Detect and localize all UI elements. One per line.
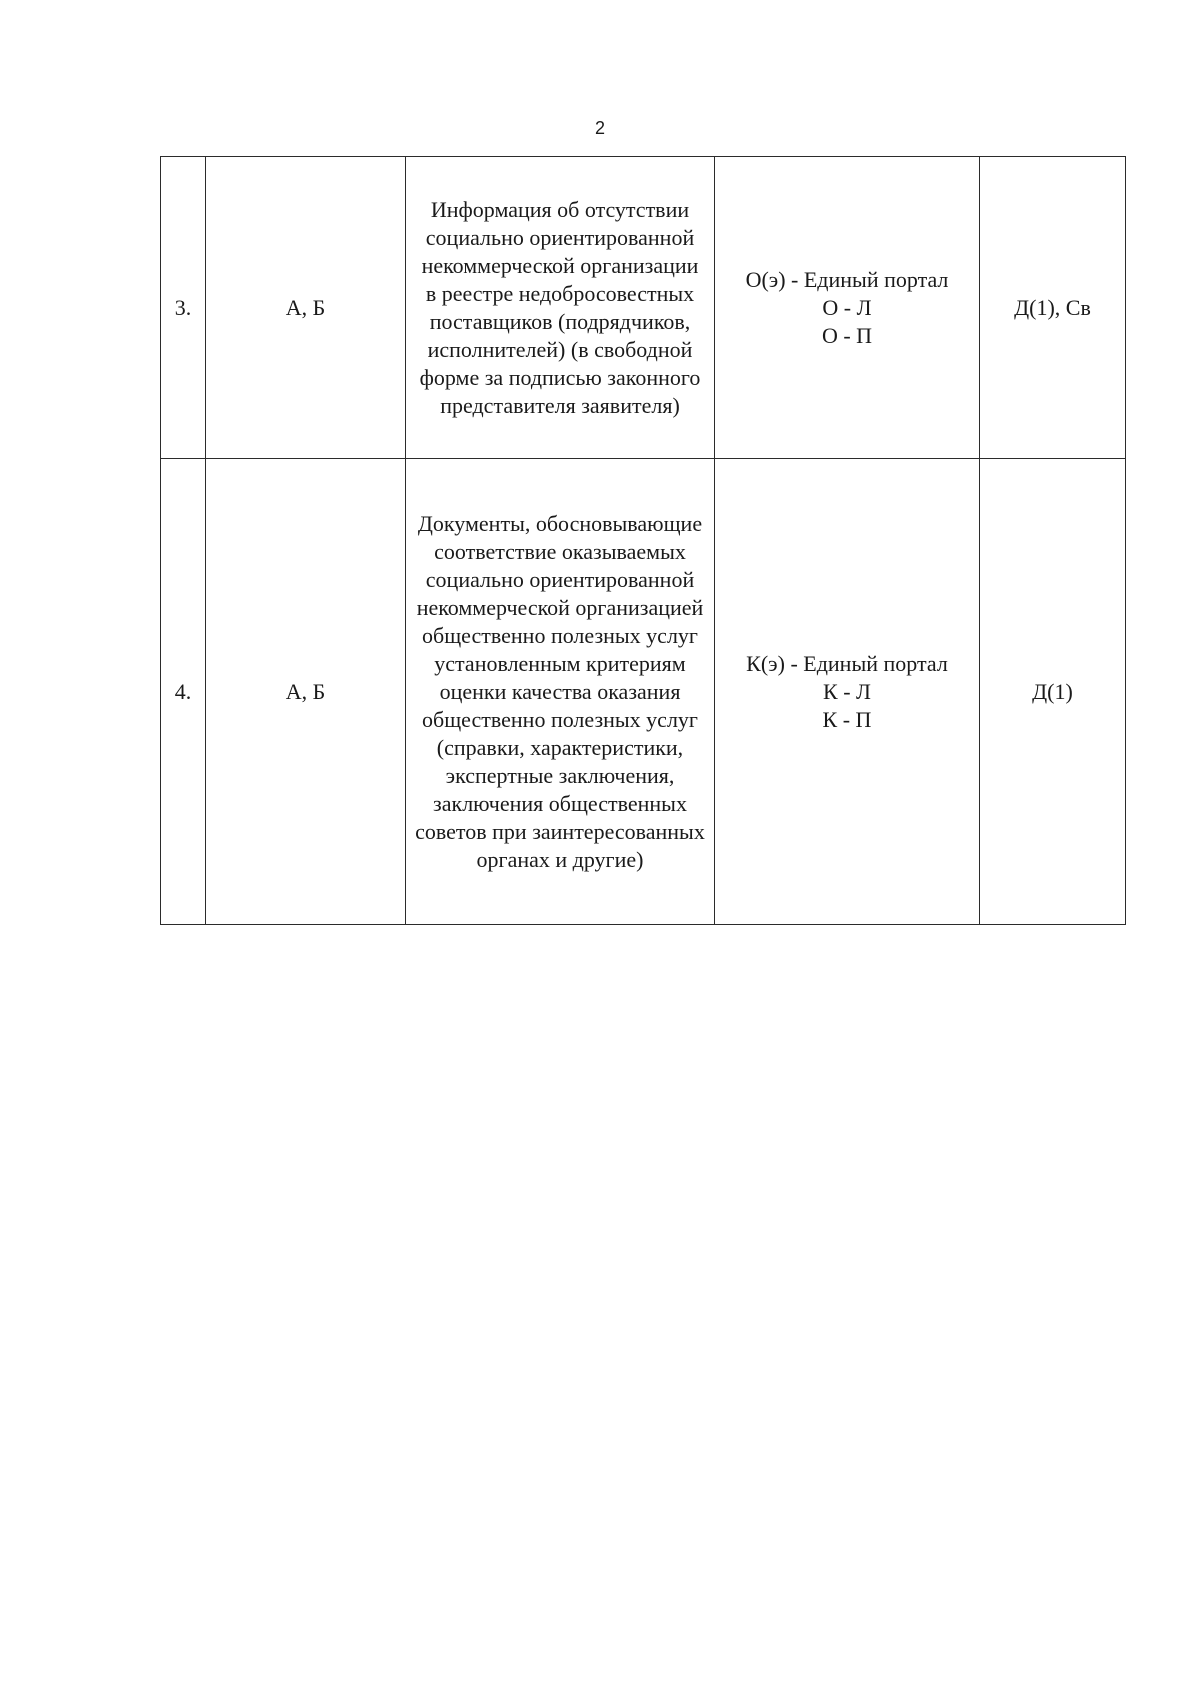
submission-form-line: К - Л xyxy=(823,678,871,704)
page-number: 2 xyxy=(594,118,605,138)
requirements-cell: Д(1), Св xyxy=(980,157,1126,459)
submission-form-line: О(э) - Единый портал xyxy=(745,266,949,292)
document-description-cell xyxy=(406,459,715,925)
row-number-cell: 3. xyxy=(161,157,206,459)
documents-table xyxy=(160,156,1126,925)
submission-form-line: О - Л xyxy=(822,294,872,320)
applicant-category-cell: А, Б xyxy=(206,459,406,925)
requirements-cell: Д(1) xyxy=(980,459,1126,925)
applicant-category-cell: А, Б xyxy=(206,157,406,459)
document-description-text: Информация об отсутствии социально ориентированной некоммерческой организации в реестре недобросовестных поставщиков (подрядчиков, исполнителей) (в свободной форме за подписью законного представителя заявителя) xyxy=(419,196,701,418)
submission-form-line: К - П xyxy=(822,706,872,732)
table-row xyxy=(161,459,1126,925)
document-description-text: Документы, обосновывающие соответствие оказываемых социально ориентированной некоммерческой организацией общественно полезных услуг установленным критериям оценки качества оказания общественно полезных услуг (справки, характеристики, экспертные заключения, заключения общественных советов при заинтересованных органах и другие) xyxy=(415,510,705,872)
document-description-cell xyxy=(406,157,715,459)
submission-form-line: К(э) - Единый портал xyxy=(746,650,948,676)
submission-form-cell xyxy=(715,459,980,925)
submission-form-cell xyxy=(715,157,980,459)
submission-form-line: О - П xyxy=(821,322,873,348)
row-number-cell: 4. xyxy=(161,459,206,925)
table-row xyxy=(161,157,1126,459)
